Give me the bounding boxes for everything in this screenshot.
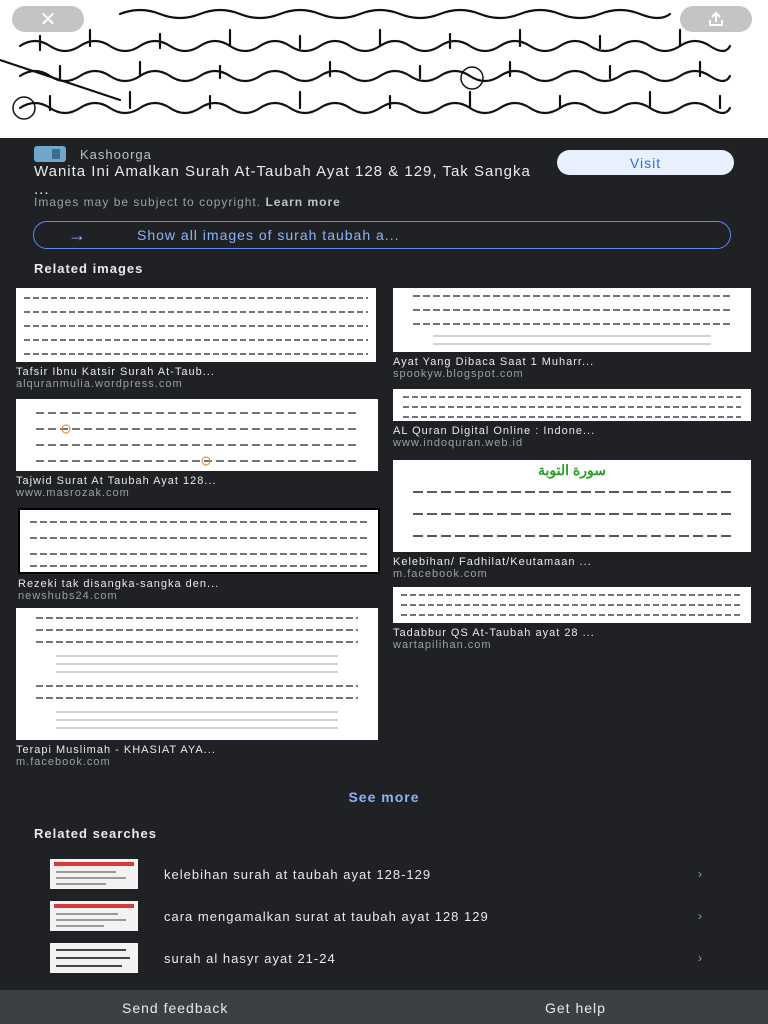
related-image-thumb	[393, 389, 751, 421]
related-image-site: www.indoquran.web.id	[393, 437, 524, 449]
arabic-calligraphy-image	[0, 0, 768, 138]
related-image-thumb	[393, 587, 751, 623]
related-image-site: www.masrozak.com	[16, 487, 130, 499]
arrow-right-icon: →	[68, 224, 87, 245]
chevron-right-icon: ›	[698, 951, 702, 965]
related-image-tile[interactable]	[393, 587, 751, 651]
related-search-thumb	[50, 901, 138, 931]
related-image-title: Tajwid Surat At Taubah Ayat 128...	[16, 475, 217, 487]
related-search-item[interactable]	[50, 943, 710, 973]
related-image-tile[interactable]	[393, 288, 751, 380]
send-feedback-link[interactable]: Send feedback	[122, 1000, 229, 1016]
related-image-thumb	[16, 608, 378, 740]
related-image-thumb	[393, 288, 751, 352]
footer	[0, 990, 768, 1024]
related-image-site: m.facebook.com	[393, 568, 488, 580]
related-image-title: Kelebihan/ Fadhilat/Keutamaan ...	[393, 556, 592, 568]
related-image-tile[interactable]	[393, 460, 751, 580]
related-search-text: kelebihan surah at taubah ayat 128-129	[164, 866, 432, 882]
related-search-text: surah al hasyr ayat 21-24	[164, 950, 336, 966]
related-search-text: cara mengamalkan surat at taubah ayat 128 129	[164, 908, 489, 924]
related-image-site: alquranmulia.wordpress.com	[16, 378, 183, 390]
related-image-thumb	[18, 508, 380, 574]
related-image-site: spookyw.blogspot.com	[393, 368, 524, 380]
related-search-thumb	[50, 943, 138, 973]
related-image-tile[interactable]	[18, 508, 378, 602]
related-image-thumb	[16, 288, 376, 362]
related-image-thumb	[16, 399, 378, 471]
related-image-site: m.facebook.com	[16, 756, 111, 768]
related-image-title: AL Quran Digital Online : Indone...	[393, 425, 596, 437]
related-image-title: Rezeki tak disangka-sangka den...	[18, 578, 220, 590]
visit-button[interactable]: Visit	[557, 150, 734, 175]
learn-more-link[interactable]: Learn more	[265, 195, 341, 209]
related-search-item[interactable]	[50, 901, 710, 931]
related-image-tile[interactable]	[16, 288, 376, 390]
chevron-right-icon: ›	[698, 909, 702, 923]
related-image-title: Tadabbur QS At-Taubah ayat 28 ...	[393, 627, 595, 639]
related-searches-heading: Related searches	[34, 826, 157, 841]
related-image-tile[interactable]	[16, 608, 378, 768]
related-image-tile[interactable]	[16, 399, 378, 499]
kashoorga-logo	[34, 146, 66, 162]
related-image-site: newshubs24.com	[18, 590, 118, 602]
related-image-site: wartapilihan.com	[393, 639, 492, 651]
result-title[interactable]: Wanita Ini Amalkan Surah At-Taubah Ayat 128 & 129, Tak Sangka ...	[34, 163, 531, 198]
related-image-title: Tafsir Ibnu Katsir Surah At-Taub...	[16, 366, 215, 378]
preview-image[interactable]	[0, 0, 768, 138]
close-button[interactable]	[12, 6, 84, 32]
share-icon	[707, 11, 725, 27]
related-search-thumb	[50, 859, 138, 889]
related-image-title: Ayat Yang Dibaca Saat 1 Muharr...	[393, 356, 595, 368]
source-info[interactable]	[34, 146, 152, 162]
related-image-title: Terapi Muslimah - KHASIAT AYA...	[16, 744, 216, 756]
related-image-tile[interactable]	[393, 389, 751, 449]
chevron-right-icon: ›	[698, 867, 702, 881]
show-all-images-button[interactable]	[33, 221, 731, 249]
related-search-item[interactable]	[50, 859, 710, 889]
source-name: Kashoorga	[80, 146, 152, 162]
close-icon: ✕	[39, 8, 57, 31]
related-image-thumb	[393, 460, 751, 552]
copyright-text: Images may be subject to copyright.	[34, 195, 262, 209]
copyright-notice	[34, 195, 341, 209]
image-heading-text: سورة التوبة	[538, 462, 606, 478]
related-images-heading: Related images	[34, 261, 144, 276]
share-button[interactable]	[680, 6, 752, 32]
show-all-label: Show all images of surah taubah a...	[137, 227, 400, 243]
get-help-link[interactable]: Get help	[545, 1000, 606, 1016]
see-more-link[interactable]: See more	[348, 789, 420, 805]
